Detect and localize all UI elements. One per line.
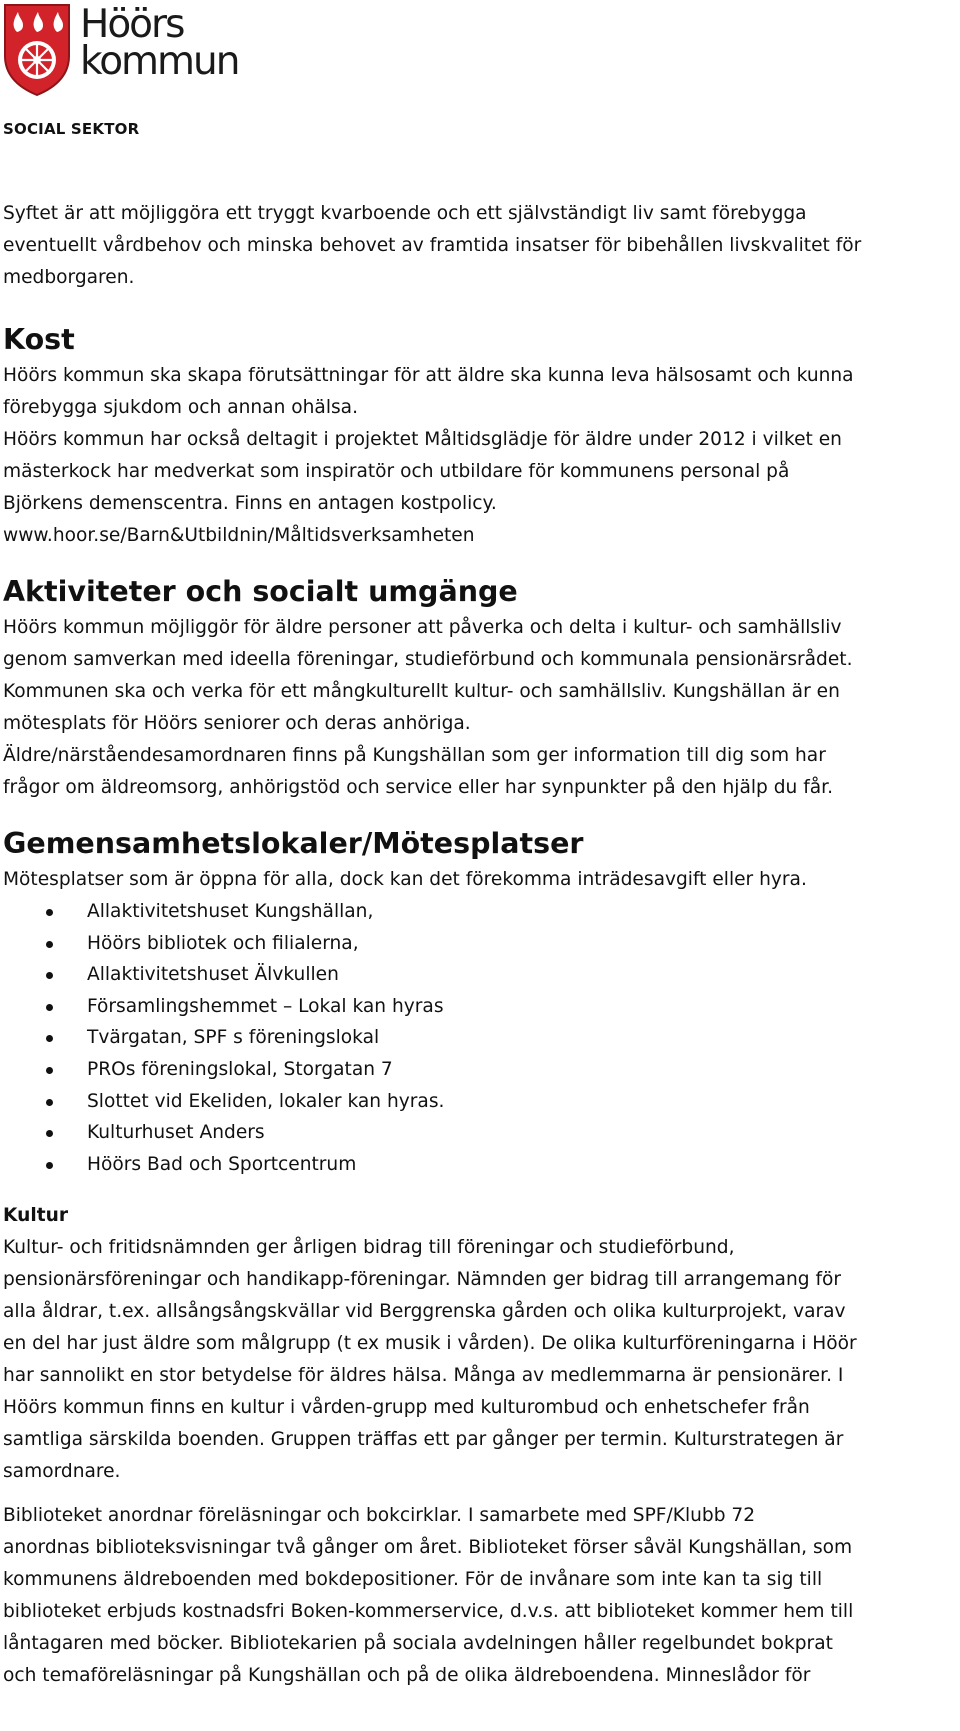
aktiviteter-line: Äldre/närståendesamordnaren finns på Kungshällan som ger information till dig som har [3, 745, 826, 766]
document-body [3, 198, 957, 1692]
list-item-label: Församlingshemmet – Lokal kan hyras [87, 995, 444, 1017]
kost-line: Höörs kommun har också deltagit i projektet Måltidsglädje för äldre under 2012 i vilket en [3, 429, 842, 450]
kultur-line: samtliga särskilda boenden. Gruppen träffas ett par gånger per termin. Kulturstrategen är [3, 1429, 844, 1451]
aktiviteter-line: mötesplats för Höörs seniorer och deras anhöriga. [3, 713, 471, 734]
kultur-line: Kultur- och fritidsnämnden ger årligen bidrag till föreningar och studieförbund, [3, 1237, 735, 1259]
kultur-line: alla åldrar, t.ex. allsångsångskvällar vid Berggrenska gården och olika kulturprojekt, varav [3, 1301, 846, 1323]
list-item-label: Tvärgatan, SPF s föreningslokal [87, 1027, 380, 1049]
aktiviteter-line: Kommunen ska och verka för ett mångkulturellt kultur- och samhällsliv. Kungshällan är en [3, 681, 840, 702]
kultur-paragraph [3, 1232, 957, 1488]
library-line: och temaföreläsningar på Kungshällan och på de olika äldreboendena. Minneslådor för [3, 1665, 811, 1687]
list-item-label: PROs föreningslokal, Storgatan 7 [87, 1058, 393, 1080]
hoor-kommun-logo [2, 2, 242, 98]
list-item [3, 1022, 957, 1054]
list-item-label: Allaktivitetshuset Kungshällan, [87, 901, 374, 922]
aktiviteter-line: genom samverkan med ideella föreningar, studieförbund och kommunala pensionärsrådet. [3, 649, 853, 670]
bullet-icon [46, 1130, 53, 1137]
library-line: låntagaren med böcker. Bibliotekarien på sociala avdelningen håller regelbundet bokprat [3, 1633, 833, 1655]
list-item [3, 1086, 957, 1118]
kultur-line: har sannolikt en stor betydelse för äldres hälsa. Många av medlemmarna är pensionärer. I [3, 1365, 844, 1387]
list-item-label: Höörs bibliotek och filialerna, [87, 932, 359, 954]
kultur-line: Höörs kommun finns en kultur i vården-grupp med kulturombud och enhetschefer från [3, 1397, 810, 1419]
library-line: kommunens äldreboenden med bokdepositioner. För de invånare som inte kan ta sig till [3, 1569, 823, 1591]
bullet-icon [46, 1162, 53, 1169]
list-item-label: Höörs Bad och Sportcentrum [87, 1153, 357, 1175]
bullet-icon [46, 1004, 53, 1011]
lokaler-intro: Mötesplatser som är öppna för alla, dock kan det förekomma inträdesavgift eller hyra. [3, 869, 807, 890]
library-paragraph [3, 1500, 957, 1692]
kost-link[interactable]: www.hoor.se/Barn&Utbildnin/Måltidsverksamheten [3, 525, 475, 546]
bullet-icon [46, 941, 53, 948]
list-item [3, 1149, 957, 1181]
list-item-label: Slottet vid Ekeliden, lokaler kan hyras. [87, 1090, 445, 1112]
list-item-label: Kulturhuset Anders [87, 1122, 265, 1144]
lokaler-heading: Gemensamhetslokaler/Mötesplatser [3, 827, 584, 860]
list-item [3, 928, 957, 960]
intro-line: Syftet är att möjliggöra ett tryggt kvarboende och ett självständigt liv samt förebygga [3, 203, 807, 224]
kultur-line: samordnare. [3, 1461, 121, 1483]
intro-paragraph [3, 198, 957, 294]
kost-line: förebygga sjukdom och annan ohälsa. [3, 397, 358, 418]
intro-line: eventuellt vårdbehov och minska behovet av framtida insatser för bibehållen livskvalitet för [3, 235, 862, 256]
list-item-label: Allaktivitetshuset Älvkullen [87, 964, 339, 986]
logo-wordmark [80, 2, 239, 84]
list-item [3, 1054, 957, 1086]
bullet-icon [46, 909, 53, 916]
aktiviteter-line: Höörs kommun möjliggör för äldre personer att påverka och delta i kultur- och samhällsliv [3, 617, 842, 638]
aktiviteter-heading: Aktiviteter och socialt umgänge [3, 575, 518, 608]
coat-of-arms-icon [2, 2, 74, 98]
library-line: biblioteket erbjuds kostnadsfri Boken-kommerservice, d.v.s. att biblioteket kommer hem till [3, 1601, 854, 1623]
section-label: SOCIAL SEKTOR [3, 120, 140, 138]
bullet-icon [46, 1099, 53, 1106]
list-item [3, 991, 957, 1023]
kultur-line: pensionärsföreningar och handikapp-föreningar. Nämnden ger bidrag till arrangemang för [3, 1269, 842, 1291]
kultur-line: en del har just äldre som målgrupp (t ex musik i vården). De olika kulturföreningarna i Höör [3, 1333, 857, 1355]
kost-line: mästerkock har medverkat som inspiratör och utbildare för kommunens personal på [3, 461, 790, 482]
logo-name-line1: Höörs [80, 2, 184, 47]
kost-heading: Kost [3, 323, 75, 356]
list-item [3, 896, 957, 928]
list-item [3, 959, 957, 991]
bullet-icon [46, 972, 53, 979]
kost-line: Höörs kommun ska skapa förutsättningar för att äldre ska kunna leva hälsosamt och kunna [3, 365, 854, 386]
logo-name-line2: kommun [80, 39, 239, 84]
kost-line: Björkens demenscentra. Finns en antagen kostpolicy. [3, 493, 497, 514]
aktiviteter-paragraph [3, 612, 957, 804]
lokaler-list [3, 896, 957, 1180]
bullet-icon [46, 1067, 53, 1074]
bullet-icon [46, 1035, 53, 1042]
intro-line: medborgaren. [3, 267, 135, 288]
kost-paragraph [3, 360, 957, 552]
list-item [3, 1117, 957, 1149]
library-line: anordnas biblioteksvisningar två gånger om året. Biblioteket förser såväl Kungshällan, som [3, 1537, 853, 1559]
kultur-heading: Kultur [3, 1205, 68, 1227]
aktiviteter-line: frågor om äldreomsorg, anhörigstöd och service eller har synpunkter på den hjälp du får. [3, 777, 834, 798]
library-line: Biblioteket anordnar föreläsningar och bokcirklar. I samarbete med SPF/Klubb 72 [3, 1505, 756, 1527]
